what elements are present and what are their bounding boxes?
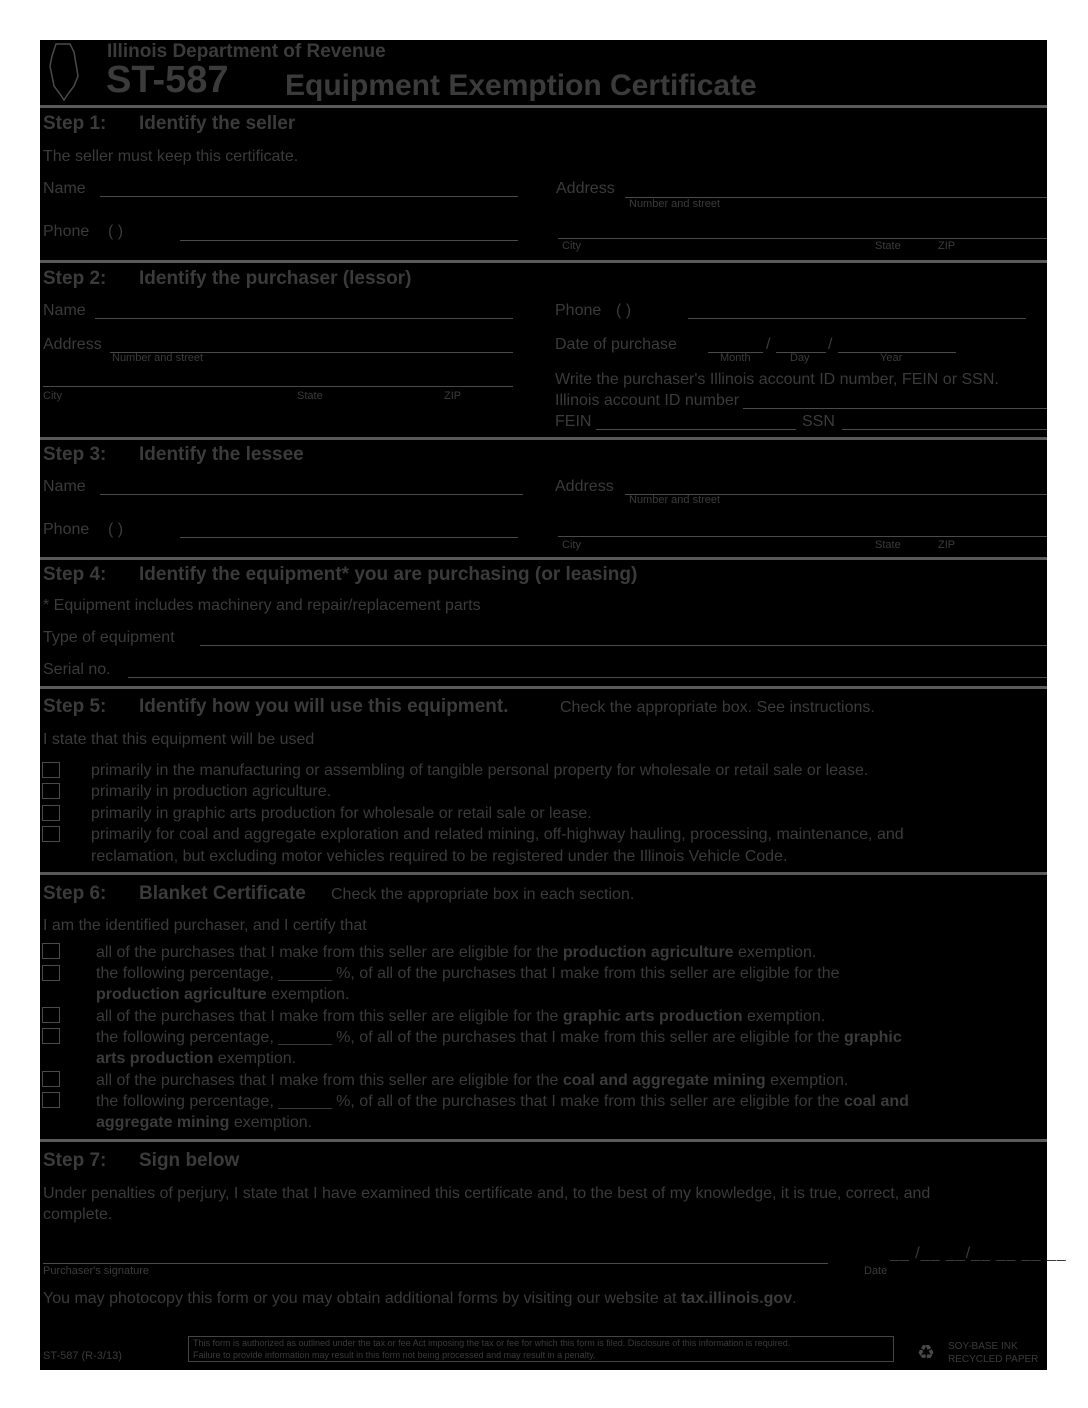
divider bbox=[40, 260, 1047, 263]
seller-name-field[interactable] bbox=[100, 196, 518, 197]
blanket-agri-pct-checkbox[interactable] bbox=[42, 965, 60, 981]
blanket-coal-pct-checkbox[interactable] bbox=[42, 1092, 60, 1108]
blanket-option-continuation: production agriculture exemption. bbox=[96, 986, 350, 1003]
account-id-field[interactable] bbox=[743, 408, 1047, 409]
purchaser-city-field[interactable] bbox=[43, 386, 513, 387]
lessee-city-caption: City bbox=[562, 539, 581, 551]
divider bbox=[40, 1139, 1047, 1142]
seller-state-caption: State bbox=[875, 240, 901, 252]
purchaser-zip-caption: ZIP bbox=[444, 390, 462, 402]
step4-number: Step 4: bbox=[43, 564, 107, 585]
step6-number: Step 6: bbox=[43, 883, 107, 904]
seller-name-label: Name bbox=[43, 180, 86, 197]
lessee-number-street-caption: Number and street bbox=[629, 494, 721, 506]
purchaser-number-street-caption: Number and street bbox=[112, 352, 204, 364]
use-option-label: primarily in production agriculture. bbox=[91, 783, 332, 800]
purchaser-phone-paren: ( ) bbox=[616, 302, 632, 319]
form-page bbox=[40, 40, 1067, 1370]
step3-number: Step 3: bbox=[43, 444, 107, 465]
soy-ink-label: SOY-BASE INK bbox=[948, 1341, 1018, 1352]
soy-ink-note bbox=[948, 1340, 1038, 1366]
blanket-option: the following percentage, ______ %, of all of the purchases that I make from this seller are eligible for the coal and bbox=[96, 1093, 909, 1110]
fein-field[interactable] bbox=[596, 429, 796, 430]
ssn-field[interactable] bbox=[842, 429, 1047, 430]
form-number: ST-587 bbox=[106, 59, 229, 101]
step2-title: Identify the purchaser (lessor) bbox=[139, 268, 412, 289]
month-caption: Month bbox=[720, 352, 751, 364]
lessee-phone-paren: ( ) bbox=[108, 521, 124, 538]
step4-title: Identify the equipment* you are purchasing (or leasing) bbox=[139, 564, 638, 585]
lessee-zip-caption: ZIP bbox=[938, 539, 956, 551]
seller-zip-caption: ZIP bbox=[938, 240, 956, 252]
lessee-city-field[interactable] bbox=[558, 536, 1047, 537]
step5-note: Check the appropriate box. See instructions. bbox=[560, 699, 875, 716]
blanket-option: all of the purchases that I make from this seller are eligible for the graphic arts production exemption. bbox=[96, 1008, 826, 1025]
date-separator: / bbox=[766, 336, 771, 353]
purchaser-city-caption: City bbox=[43, 390, 62, 402]
blanket-option: all of the purchases that I make from this seller are eligible for the production agriculture exemption. bbox=[96, 944, 817, 961]
lessee-phone-label: Phone bbox=[43, 521, 90, 538]
divider bbox=[40, 437, 1047, 440]
blanket-graphic-all-checkbox[interactable] bbox=[42, 1007, 60, 1023]
step3-title: Identify the lessee bbox=[139, 444, 304, 465]
step6-intro: I am the identified purchaser, and I certify that bbox=[43, 917, 367, 934]
blanket-coal-all-checkbox[interactable] bbox=[42, 1071, 60, 1087]
disclosure-box bbox=[188, 1336, 894, 1362]
use-agriculture-checkbox[interactable] bbox=[42, 783, 60, 799]
lessee-state-caption: State bbox=[875, 539, 901, 551]
ssn-label: SSN bbox=[802, 413, 835, 430]
fein-label: FEIN bbox=[555, 413, 592, 430]
use-option-label: primarily in the manufacturing or assembling of tangible personal property for wholesale or retail sale or lease. bbox=[91, 762, 869, 779]
purchaser-state-caption: State bbox=[297, 390, 323, 402]
use-graphic-arts-checkbox[interactable] bbox=[42, 805, 60, 821]
lessee-name-field[interactable] bbox=[100, 494, 523, 495]
lessee-name-label: Name bbox=[43, 478, 86, 495]
recycled-paper-label: RECYCLED PAPER bbox=[948, 1354, 1039, 1365]
step5-number: Step 5: bbox=[43, 696, 107, 717]
step7-number: Step 7: bbox=[43, 1150, 107, 1171]
step4-note: * Equipment includes machinery and repair/replacement parts bbox=[43, 597, 481, 614]
seller-phone-label: Phone bbox=[43, 223, 90, 240]
blanket-graphic-pct-checkbox[interactable] bbox=[42, 1028, 60, 1044]
purchaser-name-label: Name bbox=[43, 302, 86, 319]
perjury-statement-cont: complete. bbox=[43, 1206, 113, 1223]
lessee-phone-field[interactable] bbox=[180, 537, 518, 538]
seller-phone-paren: ( ) bbox=[108, 223, 124, 240]
signature-field[interactable] bbox=[43, 1263, 828, 1264]
step6-title: Blanket Certificate bbox=[139, 883, 306, 904]
purchaser-phone-field[interactable] bbox=[688, 318, 1026, 319]
day-caption: Day bbox=[790, 352, 810, 364]
serial-no-label: Serial no. bbox=[43, 661, 111, 678]
step5-title: Identify how you will use this equipment. bbox=[139, 696, 509, 717]
purchaser-phone-label: Phone bbox=[555, 302, 602, 319]
equipment-type-label: Type of equipment bbox=[43, 629, 175, 646]
divider bbox=[40, 557, 1047, 560]
blanket-option: all of the purchases that I make from this seller are eligible for the coal and aggregate mining exemption. bbox=[96, 1072, 849, 1089]
purchaser-address-label: Address bbox=[43, 336, 102, 353]
year-caption: Year bbox=[880, 352, 903, 364]
use-option-label: primarily for coal and aggregate exploration and related mining, off-highway hauling, processing, maintenance, and bbox=[91, 826, 904, 843]
seller-city-caption: City bbox=[562, 240, 581, 252]
step1-number: Step 1: bbox=[43, 113, 107, 134]
step1-title: Identify the seller bbox=[139, 113, 296, 134]
blanket-option-continuation: arts production exemption. bbox=[96, 1050, 297, 1067]
form-title: Equipment Exemption Certificate bbox=[285, 69, 757, 102]
step1-note: The seller must keep this certificate. bbox=[43, 148, 299, 165]
date-caption: Date bbox=[864, 1265, 888, 1277]
department-name: Illinois Department of Revenue bbox=[107, 41, 386, 62]
divider bbox=[40, 872, 1047, 875]
equipment-type-field[interactable] bbox=[200, 645, 1047, 646]
step2-number: Step 2: bbox=[43, 268, 107, 289]
id-instructions: Write the purchaser's Illinois account ID number, FEIN or SSN. bbox=[555, 371, 999, 388]
step7-title: Sign below bbox=[139, 1150, 240, 1171]
divider bbox=[40, 686, 1047, 689]
account-id-label: Illinois account ID number bbox=[555, 392, 740, 409]
purchaser-name-field[interactable] bbox=[95, 318, 513, 319]
seller-phone-field[interactable] bbox=[180, 240, 518, 241]
photocopy-note: You may photocopy this form or you may obtain additional forms by visiting our website at tax.illinois.gov. bbox=[43, 1290, 797, 1307]
disclosure-line: This form is authorized as outlined under the tax or fee Act imposing the tax or fee for which this form is filed. Disclosure of this information is required. bbox=[193, 1338, 791, 1348]
illinois-state-icon bbox=[46, 42, 82, 102]
seller-city-field[interactable] bbox=[558, 238, 1047, 239]
signature-date-field[interactable]: __ /__ __/__ __ __ __ bbox=[890, 1245, 1067, 1262]
seller-address-label: Address bbox=[556, 180, 615, 197]
signature-caption: Purchaser's signature bbox=[43, 1265, 150, 1277]
step5-intro: I state that this equipment will be used bbox=[43, 731, 315, 748]
serial-no-field[interactable] bbox=[128, 677, 1047, 678]
seller-number-street-caption: Number and street bbox=[629, 198, 721, 210]
lessee-address-label: Address bbox=[555, 478, 614, 495]
recycle-icon: ♻ bbox=[917, 1342, 935, 1364]
date-separator: / bbox=[828, 336, 833, 353]
blanket-agri-all-checkbox[interactable] bbox=[42, 943, 60, 959]
use-manufacturing-checkbox[interactable] bbox=[42, 762, 60, 778]
blanket-option: the following percentage, ______ %, of all of the purchases that I make from this seller are eligible for the bbox=[96, 965, 840, 982]
form-revision: ST-587 (R-3/13) bbox=[43, 1350, 122, 1362]
blanket-option-continuation: aggregate mining exemption. bbox=[96, 1114, 313, 1131]
date-of-purchase-label: Date of purchase bbox=[555, 336, 677, 353]
disclosure-line: Failure to provide information may result in this form not being processed and may result in a penalty. bbox=[193, 1350, 596, 1360]
divider bbox=[40, 105, 1047, 108]
use-option-continuation: reclamation, but excluding motor vehicles required to be registered under the Illinois Vehicle Code. bbox=[91, 848, 788, 865]
blanket-option: the following percentage, ______ %, of all of the purchases that I make from this seller are eligible for the graphic bbox=[96, 1029, 902, 1046]
use-coal-mining-checkbox[interactable] bbox=[42, 826, 60, 842]
step6-note: Check the appropriate box in each section. bbox=[331, 886, 635, 903]
use-option-label: primarily in graphic arts production for wholesale or retail sale or lease. bbox=[91, 805, 592, 822]
perjury-statement: Under penalties of perjury, I state that I have examined this certificate and, to the best of my knowledge, it is true, correct, and bbox=[43, 1185, 931, 1202]
